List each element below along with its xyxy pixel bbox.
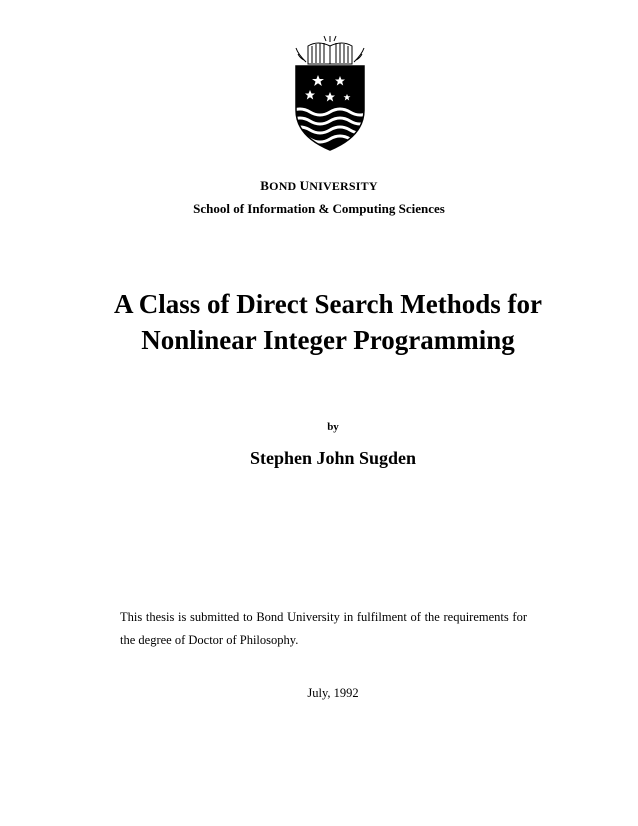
university-name-part: OND — [269, 179, 300, 193]
submission-date: July, 1992 — [307, 686, 359, 700]
author-name: Stephen John Sugden — [249, 448, 417, 468]
crest-icon — [290, 32, 370, 152]
by-line: by — [327, 421, 339, 433]
thesis-title-line-2: Nonlinear Integer Programming — [141, 325, 515, 355]
thesis-title-line-1: A Class of Direct Search Methods for — [114, 289, 542, 319]
university-name-part: NIVERSITY — [309, 179, 378, 193]
university-name — [0, 178, 638, 194]
university-name-part: B — [260, 178, 270, 193]
university-crest — [290, 32, 370, 152]
university-name-part: U — [299, 178, 310, 193]
submission-statement: This thesis is submitted to Bond University in fulfilment of the requirements for the degree of Doctor of Philosophy. — [120, 610, 527, 647]
thesis-title — [110, 286, 546, 358]
school-name: School of Information & Computing Sciences — [193, 201, 445, 216]
